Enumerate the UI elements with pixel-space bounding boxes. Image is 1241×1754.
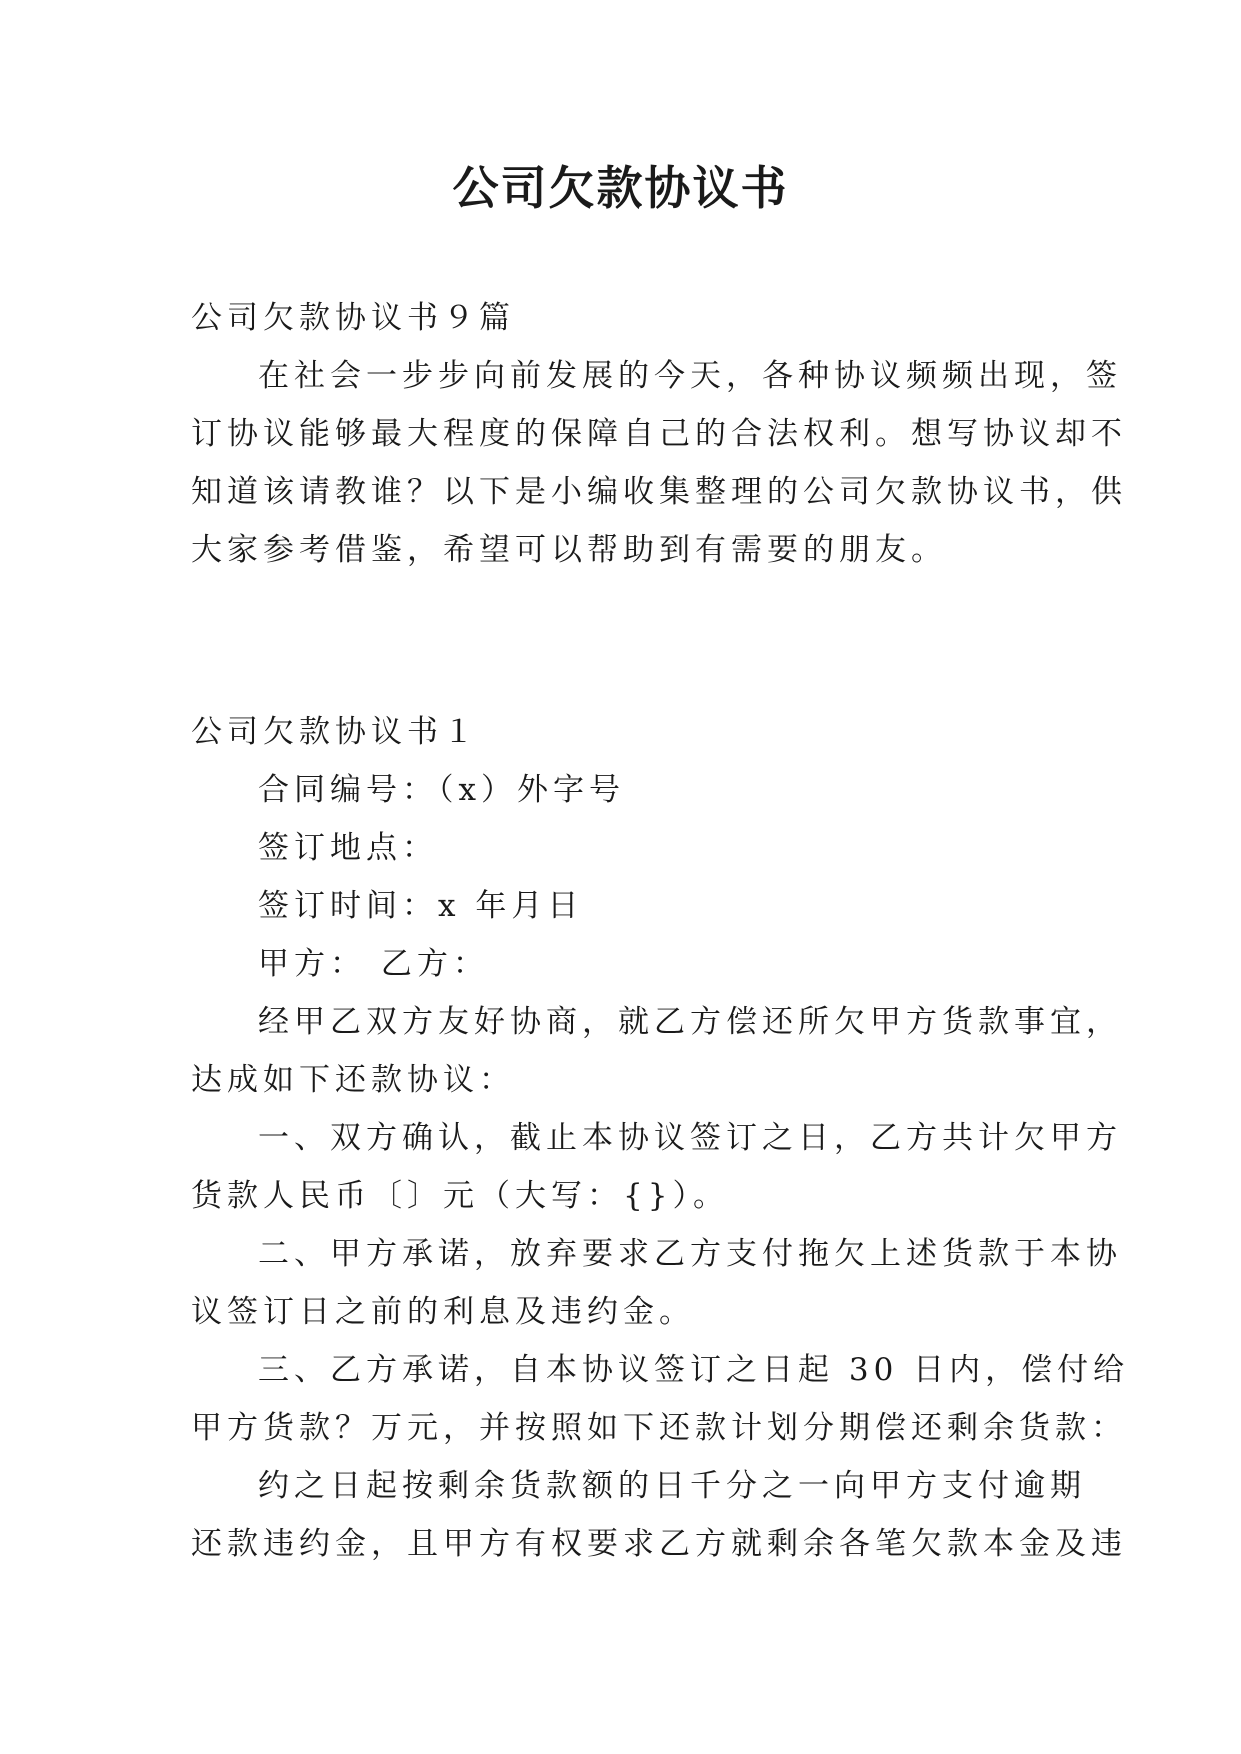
section-heading: 公司欠款协议书１ xyxy=(191,714,479,750)
clause-1-line: 一、双方确认，截止本协议签订之日，乙方共计欠甲方 xyxy=(258,1120,1122,1156)
document-title: 公司欠款协议书 xyxy=(452,161,789,215)
contract-number-line: 合同编号：（x）外字号 xyxy=(258,772,625,808)
parties-line: 甲方： 乙方： xyxy=(258,946,489,982)
body-line: 达成如下还款协议： xyxy=(191,1062,515,1098)
subtitle-line: 公司欠款协议书９篇 xyxy=(191,300,515,336)
clause-3-line: 三、乙方承诺，自本协议签订之日起 30 日内，偿付给 xyxy=(258,1352,1130,1388)
intro-line-1: 在社会一步步向前发展的今天，各种协议频频出现，签 xyxy=(258,358,1122,394)
clause-2-line: 二、甲方承诺，放弃要求乙方支付拖欠上述货款于本协 xyxy=(258,1236,1122,1272)
intro-line-4: 大家参考借鉴，希望可以帮助到有需要的朋友。 xyxy=(191,532,947,568)
body-line: 经甲乙双方友好协商，就乙方偿还所欠甲方货款事宜， xyxy=(258,1004,1122,1040)
clause-2-line: 议签订日之前的利息及违约金。 xyxy=(191,1294,695,1330)
body-line: 约之日起按剩余货款额的日千分之一向甲方支付逾期 xyxy=(258,1468,1086,1504)
clause-1-line: 货款人民币〔〕元（大写：{}）。 xyxy=(191,1178,729,1214)
intro-line-3: 知道该请教谁？以下是小编收集整理的公司欠款协议书，供 xyxy=(191,474,1127,510)
intro-line-2: 订协议能够最大程度的保障自己的合法权利。想写协议却不 xyxy=(191,416,1127,452)
body-line: 还款违约金，且甲方有权要求乙方就剩余各笔欠款本金及违 xyxy=(191,1526,1127,1562)
clause-3-line: 甲方货款？万元，并按照如下还款计划分期偿还剩余货款： xyxy=(191,1410,1127,1446)
signing-time-line: 签订时间：x 年月日 xyxy=(258,888,584,924)
signing-place-line: 签订地点： xyxy=(258,830,438,866)
